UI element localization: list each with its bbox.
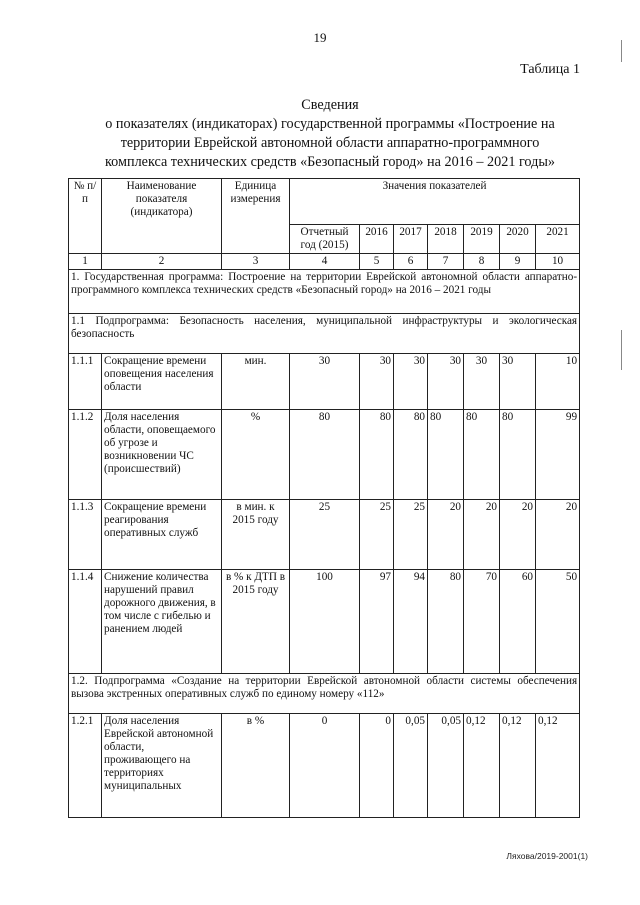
row-value: 0	[360, 714, 394, 818]
col-number: 3	[222, 254, 290, 270]
row-value: 80	[428, 570, 464, 674]
subprogram-2-title: 1.2. Подпрограмма «Создание на территории Еврейской автономной области системы обеспечения вызова экстренных оперативных служб по единому номеру «112»	[69, 674, 580, 714]
header-name: Наименование показателя (индикатора)	[102, 179, 222, 254]
row-unit: мин.	[222, 354, 290, 410]
row-unit: в мин. к 2015 году	[222, 500, 290, 570]
row-value: 0,05	[428, 714, 464, 818]
row-name: Доля населения Еврейской автономной области, проживающего на территориях муниципальных	[102, 714, 222, 818]
header-year-2019: 2019	[464, 225, 500, 254]
row-value: 30	[360, 354, 394, 410]
row-num: 1.2.1	[69, 714, 102, 818]
header-year-2020: 2020	[500, 225, 536, 254]
row-report: 100	[290, 570, 360, 674]
col-number: 9	[500, 254, 536, 270]
row-name: Снижение количества нарушений правил дорожного движения, в том числе с гибелью и ранением людей	[102, 570, 222, 674]
row-unit: %	[222, 410, 290, 500]
col-number: 6	[394, 254, 428, 270]
col-number: 5	[360, 254, 394, 270]
row-unit: в % к ДТП в 2015 году	[222, 570, 290, 674]
document-heading	[60, 96, 600, 172]
row-value: 10	[536, 354, 580, 410]
row-value: 20	[428, 500, 464, 570]
row-value: 20	[500, 500, 536, 570]
row-value: 30	[428, 354, 464, 410]
col-number: 4	[290, 254, 360, 270]
header-year-2017: 2017	[394, 225, 428, 254]
row-num: 1.1.2	[69, 410, 102, 500]
subprogram-row	[69, 314, 580, 354]
col-number: 1	[69, 254, 102, 270]
table-row	[69, 500, 580, 570]
indicators-table	[68, 178, 580, 818]
row-num: 1.1.1	[69, 354, 102, 410]
row-value: 25	[394, 500, 428, 570]
header-year-2018: 2018	[428, 225, 464, 254]
row-value: 20	[464, 500, 500, 570]
row-value: 0,12	[500, 714, 536, 818]
row-name: Сокращение времени реагирования оперативных служб	[102, 500, 222, 570]
row-value: 60	[500, 570, 536, 674]
header-report-year: Отчетный год (2015)	[290, 225, 360, 254]
row-value: 0,12	[536, 714, 580, 818]
heading-line-1: Сведения	[301, 97, 359, 113]
table-row	[69, 354, 580, 410]
subprogram-row	[69, 674, 580, 714]
row-value: 0,05	[394, 714, 428, 818]
table-label: Таблица 1	[520, 62, 580, 77]
row-num: 1.1.4	[69, 570, 102, 674]
row-report: 30	[290, 354, 360, 410]
scan-margin-mark	[621, 40, 622, 62]
header-year-2016: 2016	[360, 225, 394, 254]
program-title: 1. Государственная программа: Построение на территории Еврейской автономной области аппаратно-программного комплекса технических средств «Безопасный город» на 2016 – 2021 годы	[69, 270, 580, 314]
heading-line-2: о показателях (индикаторах) государственной программы «Построение на	[105, 116, 555, 132]
subprogram-1-title: 1.1 Подпрограмма: Безопасность населения, муниципальной инфраструктуры и экологическая безопасность	[69, 314, 580, 354]
row-report: 80	[290, 410, 360, 500]
row-value: 70	[464, 570, 500, 674]
program-row	[69, 270, 580, 314]
col-number: 7	[428, 254, 464, 270]
header-num: № п/п	[69, 179, 102, 254]
col-number: 10	[536, 254, 580, 270]
col-number: 8	[464, 254, 500, 270]
row-value: 30	[464, 354, 500, 410]
row-name: Доля населения области, оповещаемого об угрозе и возникновении ЧС (происшествий)	[102, 410, 222, 500]
table-row	[69, 714, 580, 818]
row-report: 0	[290, 714, 360, 818]
row-value: 80	[500, 410, 536, 500]
row-report: 25	[290, 500, 360, 570]
row-value: 20	[536, 500, 580, 570]
row-value: 25	[360, 500, 394, 570]
col-number: 2	[102, 254, 222, 270]
row-value: 50	[536, 570, 580, 674]
heading-line-3: территории Еврейской автономной области аппаратно-программного	[120, 135, 540, 151]
row-num: 1.1.3	[69, 500, 102, 570]
heading-line-4: комплекса технических средств «Безопасный город» на 2016 – 2021 годы»	[105, 154, 555, 170]
header-year-2021: 2021	[536, 225, 580, 254]
header-unit: Единица измерения	[222, 179, 290, 254]
footer-stamp: Ляхова/2019-2001(1)	[506, 851, 588, 861]
table-row	[69, 410, 580, 500]
row-value: 94	[394, 570, 428, 674]
column-number-row	[69, 254, 580, 270]
row-value: 30	[500, 354, 536, 410]
row-value: 80	[360, 410, 394, 500]
row-value: 97	[360, 570, 394, 674]
page-number: 19	[313, 30, 327, 45]
row-value: 80	[394, 410, 428, 500]
row-unit: в %	[222, 714, 290, 818]
row-value: 99	[536, 410, 580, 500]
row-value: 0,12	[464, 714, 500, 818]
table-row	[69, 570, 580, 674]
header-row-1	[69, 179, 580, 225]
row-value: 80	[464, 410, 500, 500]
scan-margin-mark	[621, 330, 622, 370]
row-value: 80	[428, 410, 464, 500]
header-values: Значения показателей	[290, 179, 580, 225]
row-name: Сокращение времени оповещения населения области	[102, 354, 222, 410]
row-value: 30	[394, 354, 428, 410]
